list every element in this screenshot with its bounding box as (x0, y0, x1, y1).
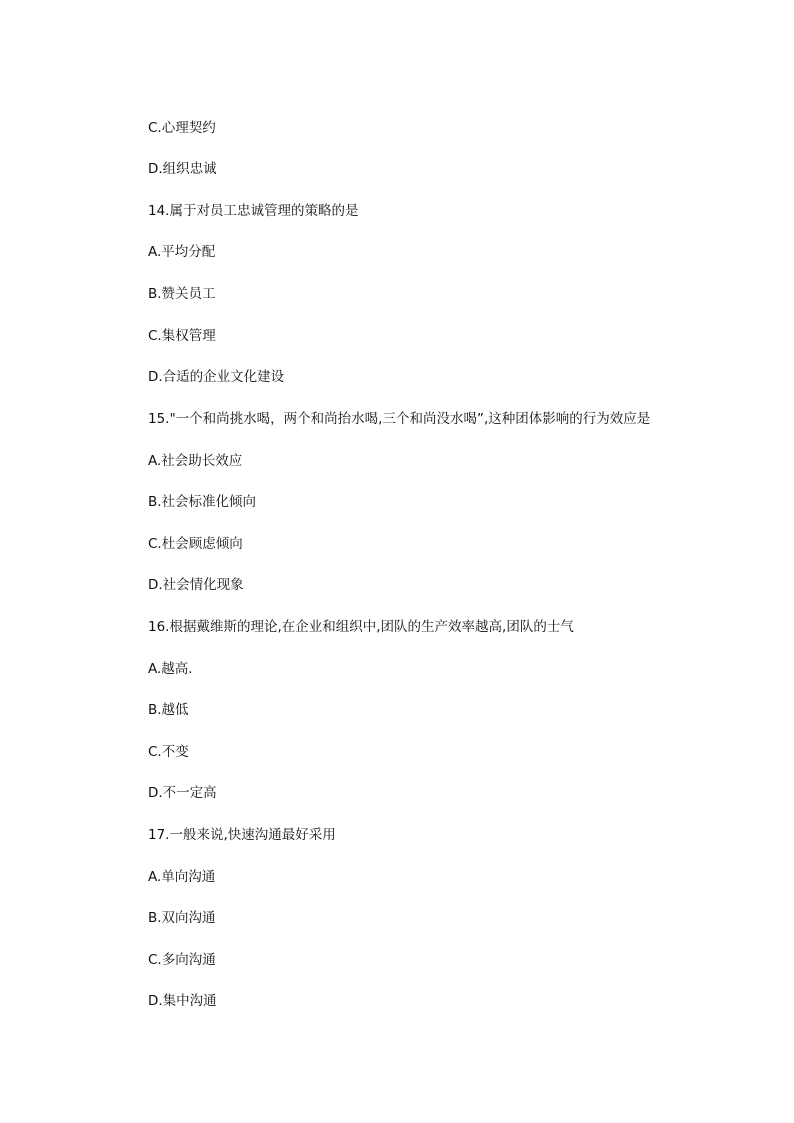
option-13-d: D.组织忠诚 (148, 161, 217, 177)
option-16-b: B.越低 (148, 702, 189, 718)
option-14-a: A.平均分配 (148, 244, 216, 260)
option-17-a: A.单向沟通 (148, 869, 216, 885)
option-14-d: D.合适的企业文化建设 (148, 369, 285, 385)
option-17-c: C.多向沟通 (148, 952, 216, 968)
option-16-c: C.不变 (148, 744, 189, 760)
question-17: 17.一般来说,快速沟通最好采用 (148, 827, 336, 843)
option-15-b: B.社会标准化倾向 (148, 494, 257, 510)
option-17-b: B.双向沟通 (148, 910, 216, 926)
option-14-c: C.集权管理 (148, 328, 216, 344)
option-14-b: B.赞关员工 (148, 286, 216, 302)
option-15-a: A.社会助长效应 (148, 453, 243, 469)
option-13-c: C.心理契约 (148, 120, 216, 136)
question-16: 16.根据戴维斯的理论,在企业和组织中,团队的生产效率越高,团队的士气 (148, 619, 574, 635)
question-15: 15."一个和尚挑水喝，两个和尚抬水喝,三个和尚没水喝”,这种团体影响的行为效应是 (148, 411, 651, 427)
option-15-d: D.社会情化现象 (148, 577, 244, 593)
option-16-d: D.不一定高 (148, 785, 217, 801)
option-16-a: A.越高. (148, 661, 193, 677)
question-14: 14.属于对员工忠诚管理的策略的是 (148, 203, 359, 219)
option-17-d: D.集中沟通 (148, 993, 217, 1009)
option-15-c: C.杜会顾虑倾向 (148, 536, 243, 552)
